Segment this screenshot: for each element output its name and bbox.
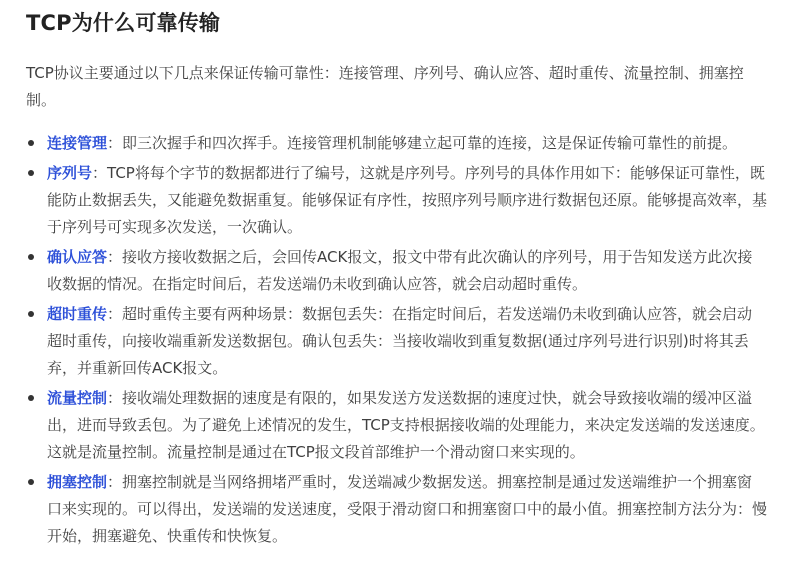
page-title: TCP为什么可靠传输 [26, 11, 221, 35]
item-separator: ： [92, 164, 108, 182]
item-term: 序列号 [47, 164, 93, 182]
list-item-timeout-retransmission [26, 301, 767, 382]
bullet-dot-icon [28, 254, 34, 260]
intro-paragraph: TCP协议主要通过以下几点来保证传输可靠性：连接管理、序列号、确认应答、超时重传、流量控制、拥塞控制。 [26, 64, 744, 109]
list-item-sequence-number [26, 160, 767, 241]
item-text: 即三次握手和四次挥手。连接管理机制能够建立起可靠的连接，这是保证传输可靠性的前提。 [122, 134, 738, 152]
item-text: 超时重传主要有两种场景：数据包丢失：在指定时间后，若发送端仍未收到确认应答，就会启动超时重传，向接收端重新发送数据包。确认包丢失：当接收端收到重复数据(通过序列号进行识别)时将其丢弃，并重新回传ACK报文。 [47, 305, 753, 377]
bullet-dot-icon [28, 395, 34, 401]
item-separator: ： [107, 389, 123, 407]
item-text: TCP将每个字节的数据都进行了编号，这就是序列号。序列号的具体作用如下：能够保证可靠性，既能防止数据丢失，又能避免数据重复。能够保证有序性，按照序列号顺序进行数据包还原。能够提高效率，基于序列号可实现多次发送，一次确认。 [47, 164, 768, 236]
item-separator: ： [107, 305, 123, 323]
item-separator: ： [107, 473, 123, 491]
item-term: 超时重传 [47, 305, 108, 323]
reliability-list [26, 130, 767, 550]
list-item-flow-control [26, 385, 767, 466]
item-separator: ： [107, 134, 123, 152]
item-term: 确认应答 [47, 248, 108, 266]
list-item-congestion-control [26, 469, 767, 550]
list-item-acknowledgement [26, 244, 767, 298]
item-term: 拥塞控制 [47, 473, 108, 491]
bullet-dot-icon [28, 311, 34, 317]
bullet-dot-icon [28, 140, 34, 146]
item-separator: ： [107, 248, 123, 266]
item-term: 连接管理 [47, 134, 108, 152]
bullet-dot-icon [28, 479, 34, 485]
list-item-connection-management [26, 130, 767, 157]
item-text: 拥塞控制就是当网络拥堵严重时，发送端减少数据发送。拥塞控制是通过发送端维护一个拥塞窗口来实现的。可以得出，发送端的发送速度，受限于滑动窗口和拥塞窗口中的最小值。拥塞控制方法分为：慢开始，拥塞避免、快重传和快恢复。 [47, 473, 768, 545]
bullet-dot-icon [28, 170, 34, 176]
item-text: 接收方接收数据之后，会回传ACK报文，报文中带有此次确认的序列号，用于告知发送方此次接收数据的情况。在指定时间后，若发送端仍未收到确认应答，就会启动超时重传。 [47, 248, 753, 293]
item-text: 接收端处理数据的速度是有限的，如果发送方发送数据的速度过快，就会导致接收端的缓冲区溢出，进而导致丢包。为了避免上述情况的发生，TCP支持根据接收端的处理能力，来决定发送端的发送速度。这就是流量控制。流量控制是通过在TCP报文段首部维护一个滑动窗口来实现的。 [47, 389, 765, 461]
item-term: 流量控制 [47, 389, 108, 407]
